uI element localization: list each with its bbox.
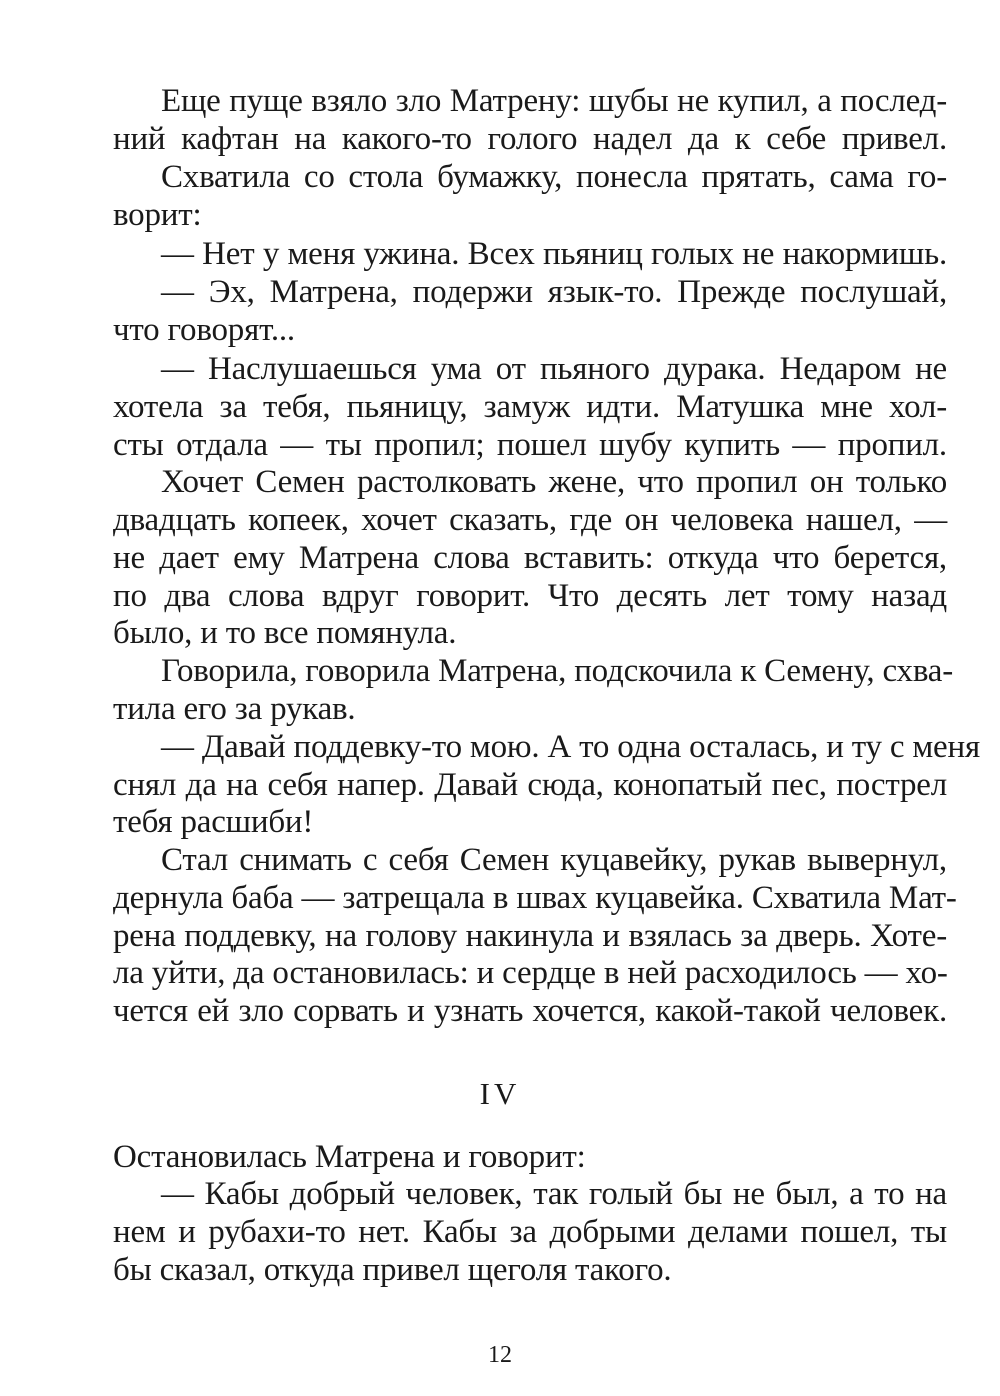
text-line: дернула баба — затрещала в швах куцавейка. Схватила Мат- bbox=[113, 880, 957, 916]
text-line: — Эх, Матрена, подержи язык-то. Прежде послушай, bbox=[161, 274, 947, 310]
text-line: тила его за рукав. bbox=[113, 691, 356, 727]
page-number: 12 bbox=[488, 1342, 512, 1368]
text-line: чется ей зло сорвать и узнать хочется, какой-такой человек. bbox=[113, 993, 947, 1029]
text-line: Еще пуще взяло зло Матрену: шубы не купил, а послед- bbox=[161, 83, 947, 119]
text-line: тебя расшиби! bbox=[113, 804, 314, 840]
text-line: двадцать копеек, хочет сказать, где он человека нашел, — bbox=[113, 502, 947, 538]
text-line: ний кафтан на какого-то голого надел да к себе привел. bbox=[113, 121, 947, 157]
text-line: снял да на себя напер. Давай сюда, конопатый пес, пострел bbox=[113, 767, 947, 803]
text-line: сты отдала — ты пропил; пошел шубу купить — пропил. bbox=[113, 427, 947, 463]
text-line: — Нет у меня ужина. Всех пьяниц голых не накормишь. bbox=[161, 236, 947, 272]
text-line: Остановилась Матрена и говорит: bbox=[113, 1139, 586, 1175]
text-line: — Наслушаешься ума от пьяного дурака. Недаром не bbox=[161, 351, 947, 387]
text-line: ла уйти, да остановилась: и сердце в ней расходилось — хо- bbox=[113, 955, 948, 991]
text-line: ворит: bbox=[113, 197, 202, 233]
text-line: нем и рубахи-то нет. Кабы за добрыми делами пошел, ты bbox=[113, 1214, 947, 1250]
text-line: рена поддевку, на голову накинула и взялась за дверь. Хоте- bbox=[113, 918, 947, 954]
text-line: Стал снимать с себя Семен куцавейку, рукав вывернул, bbox=[161, 842, 947, 878]
text-line: бы сказал, откуда привел щеголя такого. bbox=[113, 1252, 672, 1288]
text-line: хотела за тебя, пьяницу, замуж идти. Матушка мне хол- bbox=[113, 389, 947, 425]
text-line: Схватила со стола бумажку, понесла прятать, сама го- bbox=[161, 159, 947, 195]
text-line: было, и то все помянула. bbox=[113, 615, 457, 651]
text-line: по два слова вдруг говорит. Что десять лет тому назад bbox=[113, 578, 947, 614]
text-line: не дает ему Матрена слова вставить: откуда что берется, bbox=[113, 540, 947, 576]
text-line: что говорят... bbox=[113, 312, 295, 348]
text-line: — Кабы добрый человек, так голый бы не был, а то на bbox=[161, 1176, 947, 1212]
text-line: — Давай поддевку-то мою. А то одна осталась, и ту с меня bbox=[161, 729, 980, 765]
text-line: Говорила, говорила Матрена, подскочила к Семену, схва- bbox=[161, 653, 954, 689]
text-line: Хочет Семен растолковать жене, что пропил он только bbox=[161, 464, 947, 500]
chapter-heading: IV bbox=[479, 1076, 521, 1111]
